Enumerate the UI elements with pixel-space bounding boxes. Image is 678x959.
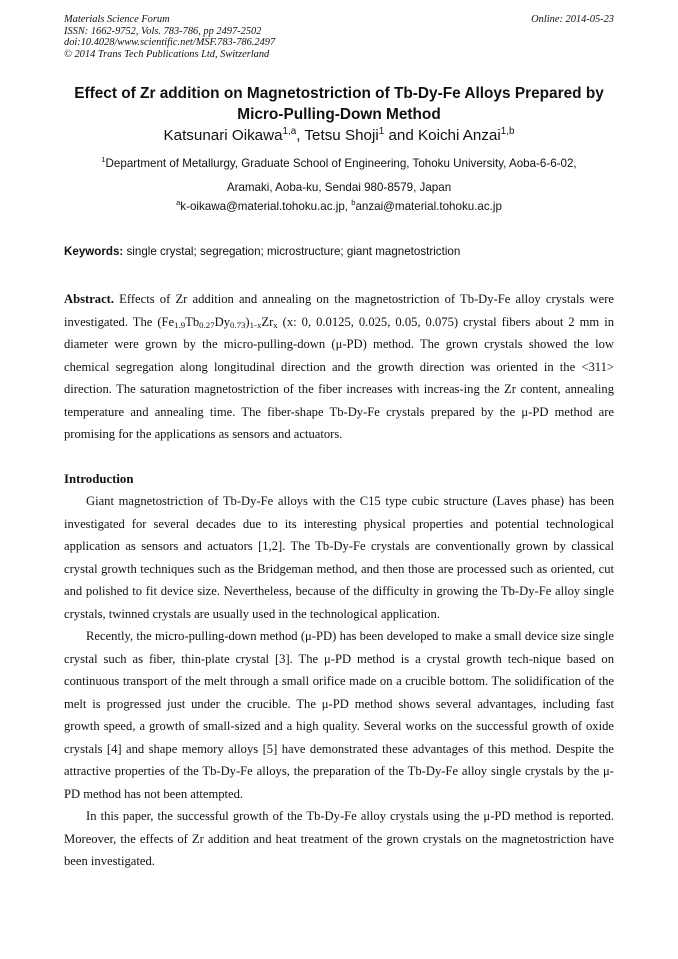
journal-name: Materials Science Forum: [64, 14, 170, 25]
formula-text: Zr: [261, 314, 274, 329]
formula-subscript: 0.27: [199, 319, 215, 330]
affiliation-mark: 1: [101, 155, 106, 165]
formula-subscript: 1.9: [174, 319, 186, 330]
keywords-label: Keywords:: [64, 245, 124, 258]
paper-title: Effect of Zr addition on Magnetostriction of Tb-Dy-Fe Alloys Prepared by Micro-Pulling-Down Method: [74, 85, 604, 123]
affiliation-line-1: [50, 152, 628, 176]
section-heading-introduction: Introduction: [64, 472, 134, 486]
author-separator: ,: [296, 127, 305, 144]
email-line: [50, 197, 628, 217]
author-affiliation-mark: 1,a: [282, 125, 297, 137]
abstract-label: Abstract.: [64, 292, 115, 306]
author-name: Koichi Anzai: [418, 127, 501, 144]
formula-subscript: 1-x: [249, 319, 262, 330]
paragraph: Recently, the micro-pulling-down method (μ-PD) has been developed to make a small device size single crystal such as fiber, thin-plate crystal [3]. The μ-PD method is a crystal growth tech-nique based on continuous transport of the melt through a small orifice made on a crucible bottom. The solidification of the melt is progressed just under the crucible. The μ-PD method shows several advantages, including fast growth speed, a growth of small-sized and a high quality. Several works on the successful growth of oxide crystals [4] and shape memory alloys [5] have demonstrated these advantages of this method. Despite the attractive properties of the Tb-Dy-Fe alloys, the preparation of the Tb-Dy-Fe alloy single crystals by the μ-PD method has not been attempted.: [64, 629, 614, 801]
email-separator: ,: [344, 200, 352, 213]
journal-info: [64, 14, 275, 60]
abstract-text: (x: 0, 0.0125, 0.025, 0.05, 0.075) crystal fibers about 2 mm in diameter were grown by the micro-pulling-down (μ-PD) method. The grown crystals showed the low chemical segregation along longitudinal direction and the growth direction was oriented in the <311> direction. The saturation magnetostriction of the fiber increases with increas-ing the Zr content, annealing temperature and annealing time. The fiber-shape Tb-Dy-Fe crystals prepared by the μ-PD method are promising for the applications as sensors and actuators.: [64, 314, 614, 441]
email-b[interactable]: anzai@material.tohoku.ac.jp: [355, 200, 502, 213]
author-separator: and: [384, 127, 419, 144]
issn-line: ISSN: 1662-9752, Vols. 783-786, pp 2497-2502: [64, 25, 262, 37]
author-list: [50, 126, 628, 146]
author-affiliation-mark: 1: [378, 125, 385, 137]
copyright-line: © 2014 Trans Tech Publications Ltd, Switzerland: [64, 48, 270, 60]
email-a[interactable]: k-oikawa@material.tohoku.ac.jp: [180, 200, 345, 213]
introduction-body: [64, 490, 614, 873]
formula-subscript: x: [273, 319, 278, 330]
formula-text: Tb: [185, 314, 200, 329]
paragraph: In this paper, the successful growth of the Tb-Dy-Fe alloy crystals using the μ-PD method is reported. Moreover, the effects of Zr addition and heat treatment of the grown crystals on the magnetostriction have been investigated.: [64, 809, 614, 868]
email-mark-a: a: [176, 198, 181, 208]
affiliation: [50, 152, 628, 200]
abstract-text: Effects of Zr addition and annealing on the magnetostriction of Tb-Dy-Fe alloy crystals were investigated. The (Fe: [64, 292, 614, 329]
email-mark-b: b: [351, 198, 356, 208]
author-name: Tetsu Shoji: [304, 127, 379, 144]
keywords: [64, 243, 614, 261]
formula-text: Dy: [214, 314, 230, 329]
author-affiliation-mark: 1,b: [500, 125, 515, 137]
abstract: [64, 288, 614, 446]
affiliation-text: Department of Metallurgy, Graduate School of Engineering, Tohoku University, Aoba-6-6-02,: [105, 157, 577, 170]
keywords-text: single crystal; segregation; microstructure; giant magnetostriction: [123, 245, 461, 258]
formula-subscript: 0.73: [230, 319, 246, 330]
paragraph: Giant magnetostriction of Tb-Dy-Fe alloys with the C15 type cubic structure (Laves phase) has been investigated for several decades due to its interesting physical properties and potential technological application as sensors and actuators [1,2]. The Tb-Dy-Fe crystals are conventionally grown by classical crystal growth techniques such as the Bridgeman method, and then those are processed such as oriented, cut and polished to fit device size. Nevertheless, because of the difficulty in growing the Tb-Dy-Fe alloy single crystals, twinned crystals are usually used in the technological application.: [64, 494, 614, 621]
online-date: Online: 2014-05-23: [531, 14, 614, 25]
formula-text: ): [245, 314, 250, 329]
doi-line: doi:10.4028/www.scientific.net/MSF.783-786.2497: [64, 37, 276, 49]
affiliation-line-2: Aramaki, Aoba-ku, Sendai 980-8579, Japan: [226, 181, 452, 194]
author-name: Katsunari Oikawa: [163, 127, 283, 144]
